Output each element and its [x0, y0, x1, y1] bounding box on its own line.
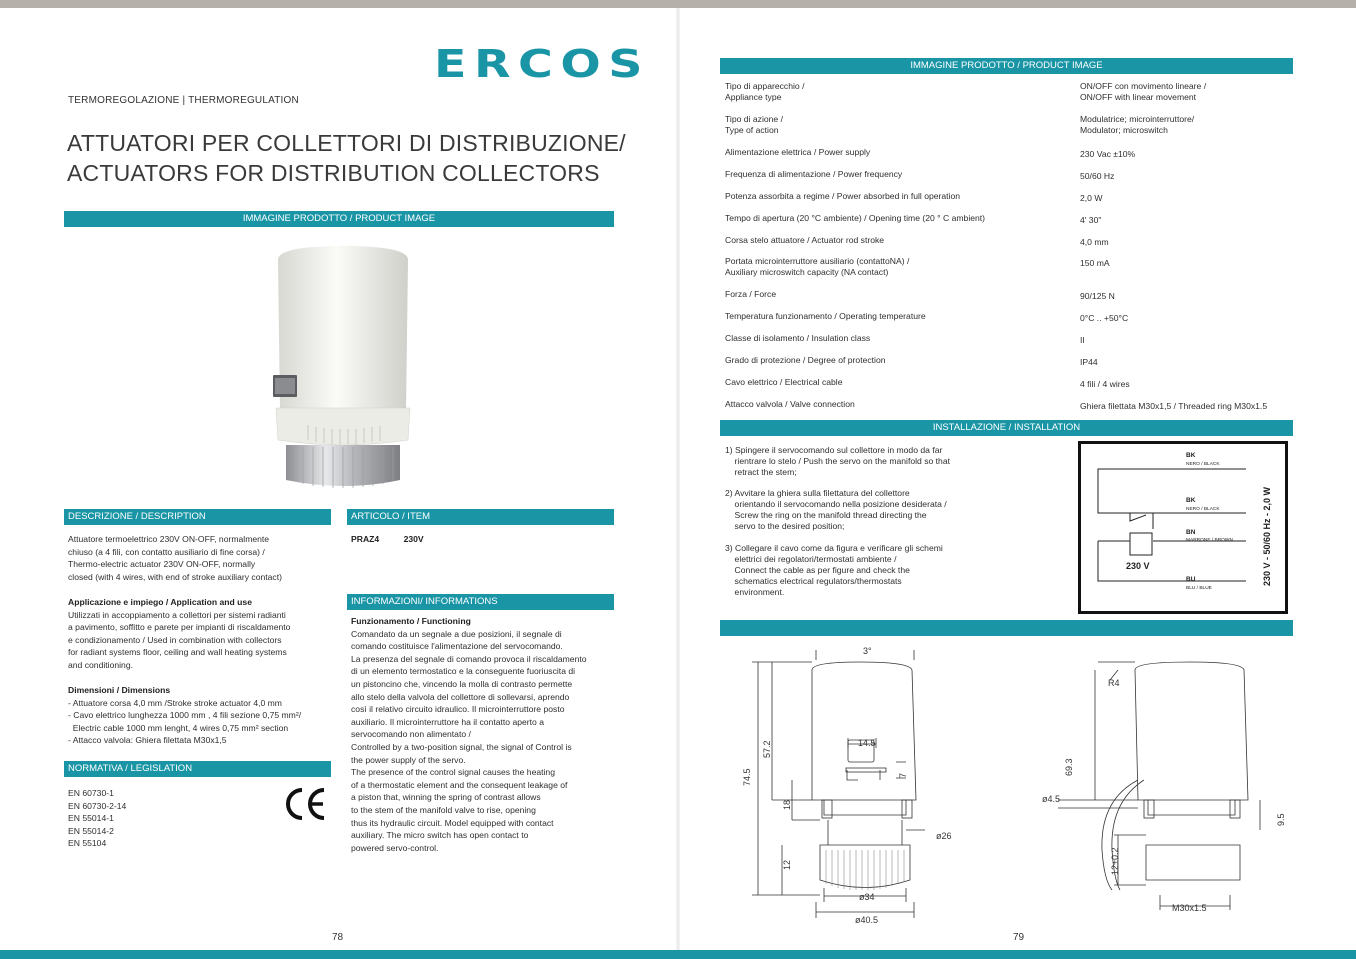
dim-14-5: 14.5 — [858, 738, 876, 748]
item-code: PRAZ4 — [351, 534, 380, 544]
info-line: powered servo-control. — [351, 842, 439, 853]
spec-label-line: Tempo di apertura (20 °C ambiente) / Opening time (20 ° C ambient) — [725, 213, 986, 223]
legislation-list — [68, 787, 126, 850]
spec-label — [725, 377, 1065, 388]
wire-bu-code: BU — [1186, 576, 1196, 583]
title-line-1: ATTUATORI PER COLLETTORI DI DISTRIBUZIONE/ — [67, 130, 626, 156]
item-row — [351, 533, 424, 546]
spec-value-line: ON/OFF with linear movement — [1080, 92, 1197, 102]
application-text — [68, 596, 290, 672]
description-bar: DESCRIZIONE / DESCRIPTION — [64, 509, 331, 525]
install-line: 1) Spingere il servocomando sul collettore in modo da far — [725, 445, 943, 455]
application-line: Utilizzati in accoppiamento a collettori per sistemi radianti — [68, 609, 286, 620]
logo-text: ERCOS — [434, 42, 650, 86]
application-line: and conditioning. — [68, 659, 133, 670]
product-image-bar-left: IMMAGINE PRODOTTO / PRODUCT IMAGE — [64, 211, 614, 227]
info-line: auxiliario. Il microinterruttore ha il contatto aperto a — [351, 716, 544, 727]
install-line: environment. — [725, 587, 785, 597]
spec-label — [725, 147, 1065, 158]
wire-bk1-code: BK — [1186, 452, 1196, 459]
spec-label — [725, 235, 1065, 246]
spec-label-line: Forza / Force — [725, 289, 777, 299]
legislation-item: EN 55014-1 — [68, 813, 114, 824]
spec-label — [725, 399, 1065, 410]
dim-26: ø26 — [936, 831, 952, 841]
wire-bn-name: MARRONE / BROWN — [1186, 538, 1233, 543]
dim-angle: 3° — [863, 646, 872, 656]
dim-57-2: 57.2 — [762, 740, 772, 758]
spec-value-line: 2,0 W — [1080, 193, 1103, 203]
page-number-left: 78 — [332, 932, 344, 943]
wire-bk2-code: BK — [1186, 497, 1196, 504]
spec-value — [1080, 81, 1300, 103]
application-line: a pavimento, soffitto e parete per impianti di riscaldamento — [68, 622, 291, 633]
dim-69-3: 69.3 — [1064, 758, 1074, 776]
install-step-1 — [725, 445, 950, 478]
description-line: chiuso (a 4 fili, con contatto ausiliario di fine corsa) / — [68, 546, 265, 557]
dim-4-5: ø4.5 — [1042, 794, 1061, 804]
install-step-2 — [725, 488, 947, 532]
spec-value — [1080, 291, 1300, 302]
dimensions-line: - Attuatore corsa 4,0 mm /Stroke stroke actuator 4,0 mm — [68, 697, 282, 708]
spec-label-line: Temperatura funzionamento / Operating temperature — [725, 311, 926, 321]
dim-m30: M30x1.5 — [1172, 903, 1207, 913]
spec-label — [725, 191, 1065, 202]
spec-label — [725, 169, 1065, 180]
spec-value-line: 150 mA — [1080, 258, 1110, 268]
spec-label-line: Potenza assorbita a regime / Power absorbed in full operation — [725, 191, 961, 201]
spec-label-line: Classe di isolamento / Insulation class — [725, 333, 871, 343]
voltage-label: 230 V — [1126, 561, 1150, 571]
dim-74-5: 74.5 — [742, 768, 752, 786]
spec-value-line: Modulator; microswitch — [1080, 125, 1168, 135]
info-line: comando costituisce l'alimentazione del servocomando. — [351, 641, 563, 652]
spec-value-line: II — [1080, 335, 1085, 345]
dim-7: 7 — [898, 772, 908, 778]
install-line: Connect the cable as per figure and check the — [725, 565, 910, 575]
dimensions-line: - Cavo elettrico lunghezza 1000 mm , 4 fili sezione 0,75 mm²/ — [68, 710, 302, 721]
application-line: e condizionamento / Used in combination with collectors — [68, 634, 282, 645]
ce-mark-logo — [282, 784, 328, 824]
spec-value — [1080, 335, 1300, 346]
dimensions-line: Electric cable 1000 mm lenght, 4 wires 0,75 mm² section — [68, 722, 289, 733]
spec-label-line: Auxiliary microswitch capacity (NA contact) — [725, 267, 889, 277]
info-line: Controlled by a two-position signal, the signal of Control is — [351, 741, 572, 752]
legislation-item: EN 55014-2 — [68, 825, 114, 836]
spec-value-line: 0°C .. +50°C — [1080, 313, 1129, 323]
install-step-3 — [725, 543, 943, 598]
legislation-item: EN 60730-1 — [68, 788, 114, 798]
spec-value — [1080, 379, 1300, 390]
wire-bn-code: BN — [1186, 529, 1196, 536]
spec-label — [725, 114, 1065, 136]
spec-value-line: Ghiera filettata M30x1,5 / Threaded ring M30x1.5 — [1080, 401, 1268, 411]
spec-label-line: Type of action — [725, 125, 779, 135]
spec-label — [725, 81, 1065, 103]
info-line: La presenza del segnale di comando provoca il riscaldamento — [351, 653, 587, 664]
spec-value — [1080, 401, 1300, 412]
install-line: retract the stem; — [725, 467, 797, 477]
info-text — [351, 615, 587, 854]
spec-label-line: Grado di protezione / Degree of protection — [725, 355, 886, 365]
spec-label — [725, 213, 1065, 224]
rating-label: 230 V - 50/60 Hz - 2,0 W — [1262, 486, 1272, 586]
application-line: for radiant systems floor, ceiling and wall heating systems — [68, 647, 287, 658]
info-line: to the stem of the manifold valve to rise, opening — [351, 804, 536, 815]
spec-label-line: Corsa stelo attuatore / Actuator rod stroke — [725, 235, 885, 245]
spec-label — [725, 311, 1065, 322]
application-heading: Applicazione e impiego / Application and use — [68, 597, 252, 607]
dim-34: ø34 — [859, 892, 875, 902]
spec-value — [1080, 313, 1300, 324]
spec-label — [725, 355, 1065, 366]
spec-label-line: Alimentazione elettrica / Power supply — [725, 147, 871, 157]
install-line: 3) Collegare il cavo come da figura e verificare gli schemi — [725, 543, 943, 553]
info-line: Comandato da un segnale a due posizioni, il segnale di — [351, 628, 562, 639]
legislation-bar: NORMATIVA / LEGISLATION — [64, 761, 331, 777]
install-line: schematics electrical regulators/thermostats — [725, 576, 902, 586]
dim-18: 18 — [782, 799, 792, 810]
info-line: così il relativo circuito idraulico. Il microinterruttore posto — [351, 704, 565, 715]
category-label: TERMOREGOLAZIONE | THERMOREGULATION — [68, 95, 299, 106]
spec-value — [1080, 114, 1300, 136]
title-line-2: ACTUATORS FOR DISTRIBUTION COLLECTORS — [67, 160, 600, 186]
wire-bu-name: BLU / BLUE — [1186, 586, 1212, 591]
spec-value-line: 230 Vac ±10% — [1080, 149, 1136, 159]
spec-label-line: Appliance type — [725, 92, 782, 102]
actuator-photo — [268, 240, 418, 495]
description-line: closed (with 4 wires, with end of stroke auxiliary contact) — [68, 571, 282, 582]
spec-value-line: 4' 30" — [1080, 215, 1102, 225]
info-line: the power supply of the servo. — [351, 754, 466, 765]
spec-value-line: ON/OFF con movimento lineare / — [1080, 81, 1207, 91]
product-image-bar-right: IMMAGINE PRODOTTO / PRODUCT IMAGE — [720, 58, 1293, 74]
wiring-diagram — [1078, 441, 1288, 614]
spec-value-line: 4,0 mm — [1080, 237, 1109, 247]
spec-label-line: Attacco valvola / Valve connection — [725, 399, 855, 409]
dim-12-tol: 12±0.2 — [1110, 847, 1120, 875]
drawings-bar — [720, 620, 1293, 636]
spec-value — [1080, 258, 1300, 269]
description-line: Thermo-electric actuator 230V ON-OFF, normally — [68, 559, 256, 570]
spec-label-line: Portata microinterruttore ausiliario (contattoNA) / — [725, 256, 910, 266]
install-line: orientando il servocomando nella posizione desiderata / — [725, 499, 947, 509]
install-line: elettrici dei regolatori/termostati ambiente / — [725, 554, 897, 564]
spec-value-line: 4 fili / 4 wires — [1080, 379, 1130, 389]
item-voltage: 230V — [403, 534, 424, 544]
description-line: Attuatore termoelettrico 230V ON-OFF, normalmente — [68, 534, 270, 544]
technical-drawings — [720, 640, 1295, 940]
install-line: servo to the desired position; — [725, 521, 845, 531]
item-bar: ARTICOLO / ITEM — [347, 509, 614, 525]
dim-40-5: ø40.5 — [855, 915, 879, 925]
spec-label-line: Cavo elettrico / Electrical cable — [725, 377, 843, 387]
info-line: auxiliary. The micro switch has open contact to — [351, 830, 529, 841]
dimensions-heading: Dimensioni / Dimensions — [68, 685, 171, 695]
info-heading: Funzionamento / Functioning — [351, 616, 471, 626]
page-gutter — [676, 8, 680, 950]
legislation-item: EN 55104 — [68, 838, 107, 849]
install-line: 2) Avvitare la ghiera sulla filettatura del collettore — [725, 488, 910, 498]
spec-value-line: Modulatrice; microinterruttore/ — [1080, 114, 1195, 124]
spec-label-line: Tipo di azione / — [725, 114, 783, 124]
spec-value-line: 90/125 N — [1080, 291, 1115, 301]
info-bar: INFORMAZIONI/ INFORMATIONS — [347, 594, 614, 610]
page-title — [67, 128, 667, 188]
dimensions-text — [68, 684, 301, 747]
install-line: Screw the ring on the manifold thread directing the — [725, 510, 927, 520]
spec-value — [1080, 193, 1300, 204]
dim-r4: R4 — [1108, 678, 1120, 688]
info-line: un pistoncino che, vincendo la molla di contrasto permette — [351, 678, 573, 689]
installation-bar: INSTALLAZIONE / INSTALLATION — [720, 420, 1293, 436]
info-line: servocomando non alimentato / — [351, 729, 471, 740]
spec-label — [725, 333, 1065, 344]
wire-bk1-name: NERO / BLACK — [1186, 462, 1220, 467]
spec-label-line: Tipo di apparecchio / — [725, 81, 805, 91]
info-line: of a thermostatic element and the consequent leakage of — [351, 779, 568, 790]
spec-label — [725, 256, 1065, 278]
info-line: a piston that, winning the spring of contrast allows — [351, 792, 541, 803]
spec-value — [1080, 215, 1300, 226]
wire-bk2-name: NERO / BLACK — [1186, 507, 1220, 512]
info-line: thus its hydraulic circuit. Model equipped with contact — [351, 817, 554, 828]
top-edge-strip — [0, 0, 1356, 8]
description-text — [68, 533, 282, 583]
page-number-right: 79 — [1013, 932, 1025, 943]
spec-value — [1080, 357, 1300, 368]
ercos-logo — [434, 42, 650, 86]
install-line: rientrare lo stelo / Push the servo on the manifold so that — [725, 456, 950, 466]
spec-value-line: 50/60 Hz — [1080, 171, 1115, 181]
spec-value — [1080, 149, 1300, 160]
spec-label — [725, 289, 1065, 300]
dim-12: 12 — [782, 859, 792, 870]
spec-value — [1080, 237, 1300, 248]
spec-value-line: IP44 — [1080, 357, 1098, 367]
info-line: di un elemento termostatico e la conseguente fuoriuscita di — [351, 666, 576, 677]
bottom-edge-strip — [0, 950, 1356, 959]
spec-label-line: Frequenza di alimentazione / Power frequency — [725, 169, 903, 179]
info-line: The presence of the control signal causes the heating — [351, 767, 555, 778]
spec-value — [1080, 171, 1300, 182]
legislation-item: EN 60730-2-14 — [68, 800, 127, 811]
dim-9-5: 9.5 — [1276, 813, 1286, 826]
dimensions-line: - Attacco valvola: Ghiera filettata M30x1,5 — [68, 735, 227, 746]
info-line: allo stelo della valvola del collettore di sollevarsi, aprendo — [351, 691, 570, 702]
